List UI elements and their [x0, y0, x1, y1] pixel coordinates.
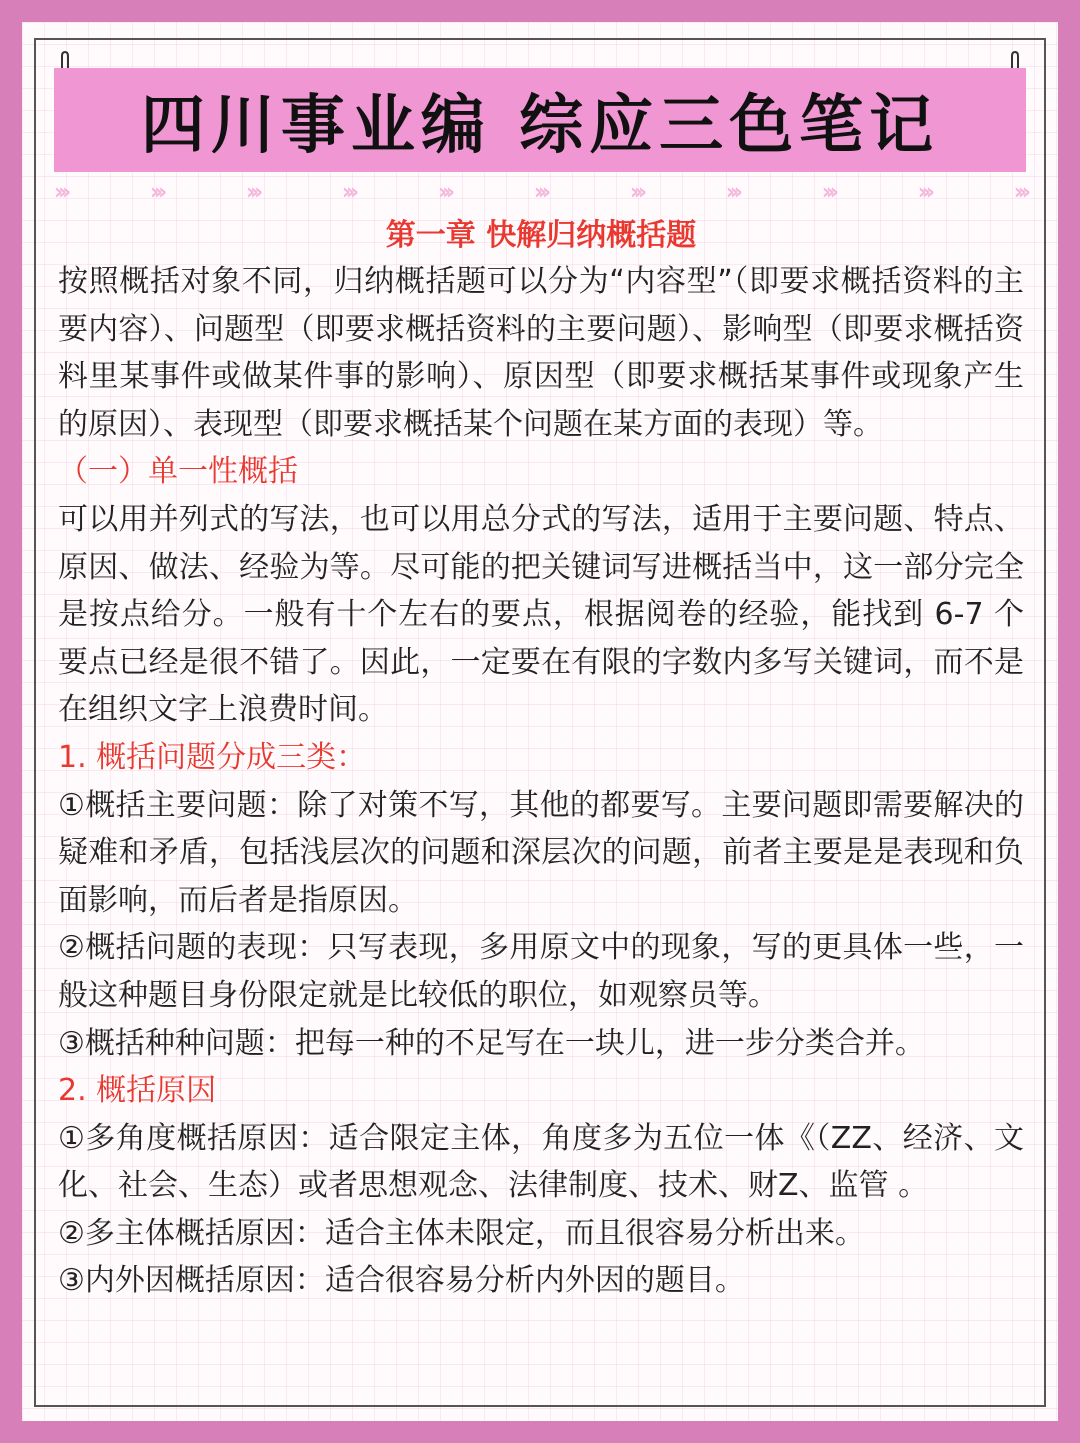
chevron-right-icon: ›››	[341, 180, 355, 205]
title-banner	[54, 68, 1026, 172]
chevron-right-icon: ›››	[245, 180, 259, 205]
chevron-right-icon: ›››	[917, 180, 930, 205]
page-title: 四川事业编 综应三色笔记	[140, 89, 940, 163]
section-paragraph: 可以用并列式的写法，也可以用总分式的写法，适用于主要问题、特点、原因、做法、经验为等。尽可能的把关键词写进概括当中，这一部分完全是按点给分。一般有十个左右的要点，根据阅卷的经验，能找到 6-7 个要点已经是很不错了。因此，一定要在有限的字数内多写关键词，而不是在组织文字上浪费时间。	[58, 501, 1024, 728]
chevron-right-icon: ›››	[533, 180, 547, 205]
list-item: ③内外因概括原因：适合很容易分析内外因的题目。	[58, 1263, 745, 1299]
list-item: ①多角度概括原因：适合限定主体，角度多为五位一体《（ZZ、经济、文化、社会、生态）或者思想观念、法律制度、技术、财Z、监管 。	[58, 1120, 1024, 1204]
chevron-right-icon: ›››	[725, 180, 738, 205]
list-item: ②概括问题的表现：只写表现，多用原文中的现象，写的更具体一些，一般这种题目身份限定就是比较低的职位，如观察员等。	[58, 930, 1024, 1013]
chapter-title: 第一章 快解归纳概括题	[385, 218, 697, 253]
note-paper	[22, 22, 1058, 1421]
subsection-heading: 2. 概括原因	[58, 1073, 217, 1109]
chevron-right-icon: ›››	[437, 180, 451, 205]
subsection-heading: 1. 概括问题分成三类：	[58, 739, 367, 775]
chevron-right-icon: ›››	[1013, 180, 1026, 205]
chevron-right-icon: ›››	[54, 180, 67, 205]
chevron-divider	[54, 178, 1026, 208]
list-item: ③概括种种问题：把每一种的不足写在一块儿，进一步分类合并。	[58, 1025, 925, 1061]
chevron-right-icon: ›››	[821, 180, 834, 205]
note-content	[58, 214, 1024, 1305]
section-heading: （一）单一性概括	[58, 454, 298, 490]
intro-paragraph: 按照概括对象不同，归纳概括题可以分为“内容型”（即要求概括资料的主要内容）、问题型（即要求概括资料的主要问题）、影响型（即要求概括资料里某事件或做某件事的影响）、原因型（即要求概括某事件或现象产生的原因）、表现型（即要求概括某个问题在某方面的表现）等。	[58, 264, 1024, 442]
chevron-right-icon: ›››	[149, 180, 163, 205]
list-item: ②多主体概括原因：适合主体未限定，而且很容易分析出来。	[58, 1215, 865, 1251]
chevron-right-icon: ›››	[629, 180, 643, 205]
list-item: ①概括主要问题：除了对策不写，其他的都要写。主要问题即需要解决的疑难和矛盾，包括浅层次的问题和深层次的问题，前者主要是是表现和负面影响，而后者是指原因。	[58, 787, 1024, 918]
